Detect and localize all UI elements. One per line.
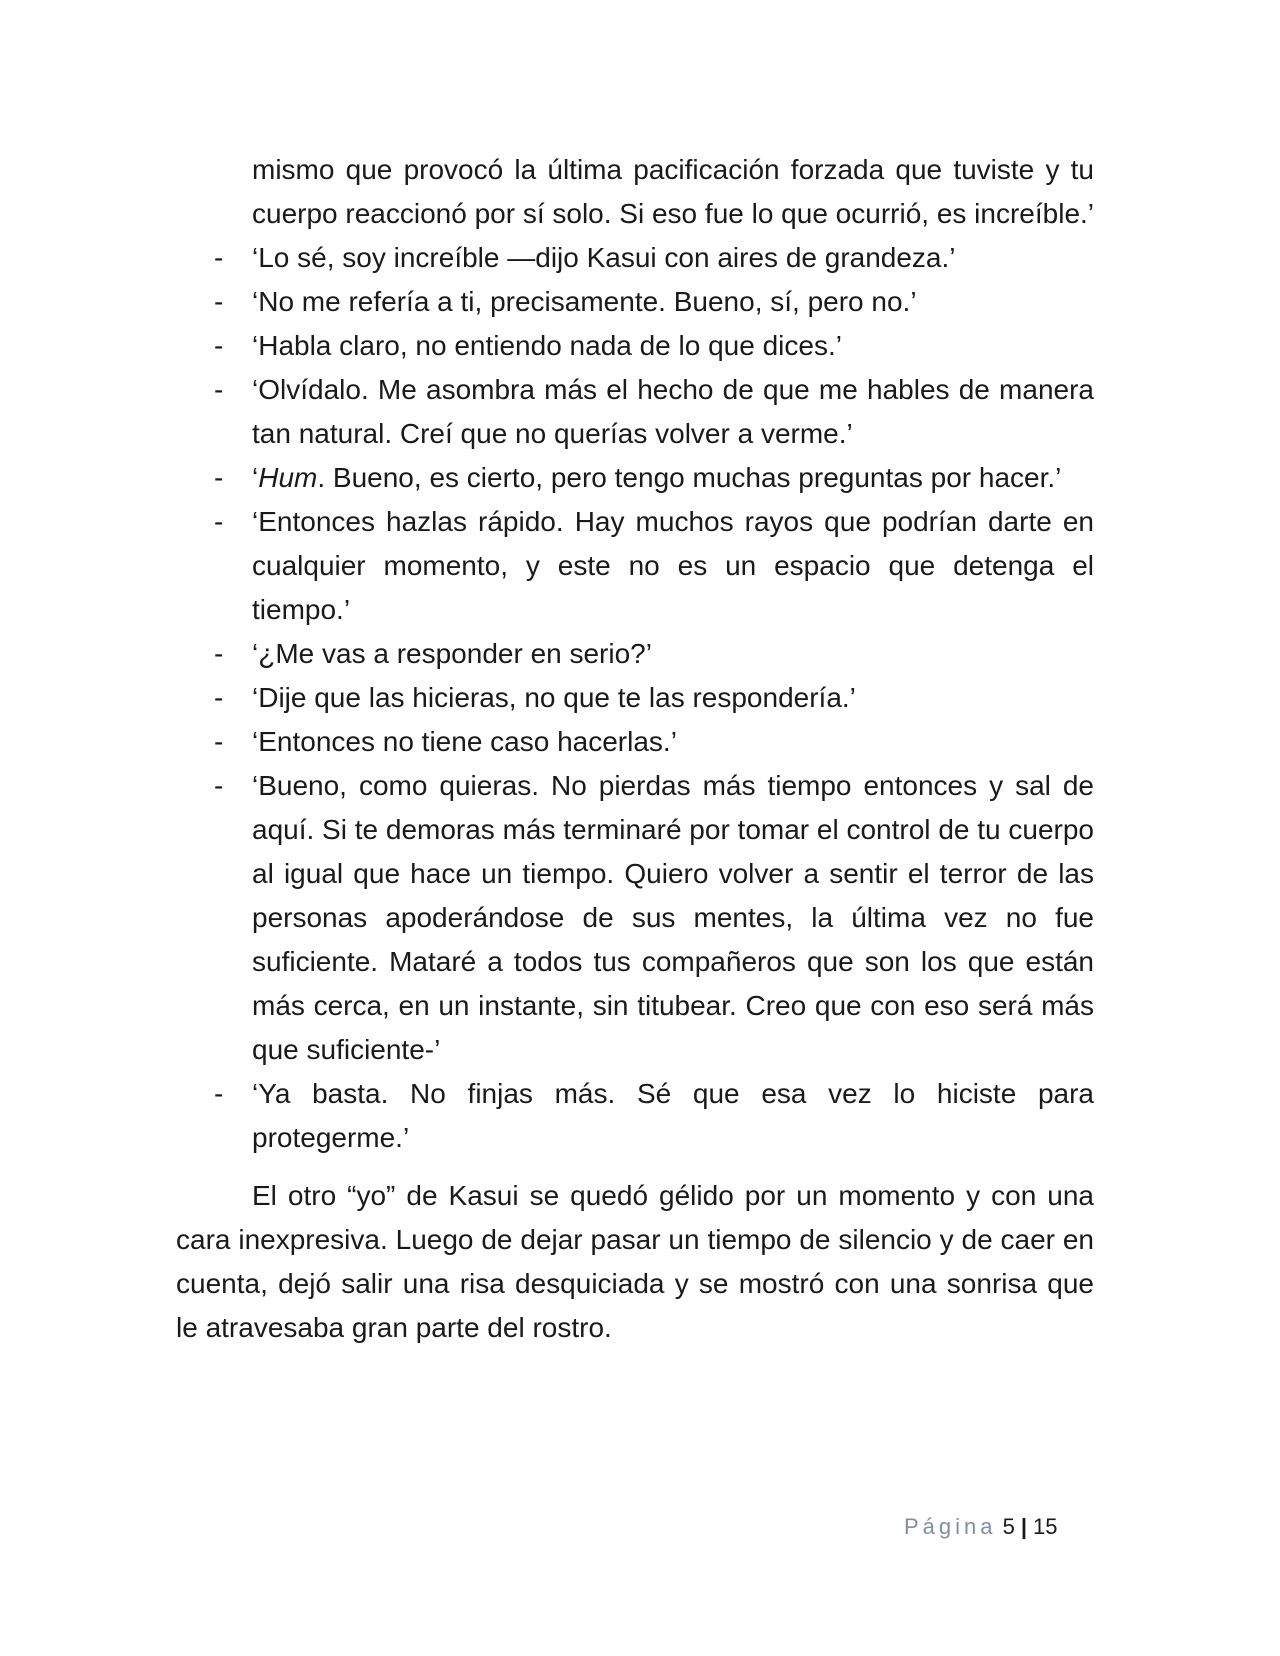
narration-paragraph: El otro “yo” de Kasui se quedó gélido por un momento y con una cara inexpresiva. Luego de dejar pasar un tiempo de silencio y de caer en cuenta, dejó salir una risa desquiciada y se mostró con una sonrisa que le atravesaba gran parte del rostro. <box>176 1180 1094 1343</box>
dialogue-line <box>176 764 1094 1072</box>
dialogue-line <box>176 632 1094 676</box>
page-total: 15 <box>1033 1514 1058 1539</box>
dialogue-line <box>176 456 1094 500</box>
dialogue-text: ‘Habla claro, no entiendo nada de lo que dices.’ <box>252 330 842 361</box>
dialogue-dash: - <box>214 770 224 801</box>
dialogue-text: ‘Lo sé, soy increíble —dijo Kasui con aires de grandeza.’ <box>252 242 956 273</box>
dialogue-text: ‘No me refería a ti, precisamente. Bueno, sí, pero no.’ <box>252 286 917 317</box>
dialogue-text: ‘Ya basta. No finjas más. Sé que esa vez lo hiciste para protegerme.’ <box>252 1078 1094 1153</box>
dialogue-dash: - <box>214 726 224 757</box>
dialogue-line <box>176 676 1094 720</box>
dialogue-line <box>176 720 1094 764</box>
page-label: Página <box>904 1514 997 1539</box>
dialogue-text: ‘¿Me vas a responder en serio?’ <box>252 638 652 669</box>
dialogue-list <box>176 236 1094 1160</box>
dialogue-dash: - <box>214 506 224 537</box>
dialogue-open-quote: ‘ <box>252 462 259 493</box>
dialogue-text: ‘Dije que las hicieras, no que te las respondería.’ <box>252 682 856 713</box>
dialogue-line <box>176 324 1094 368</box>
dialogue-dash: - <box>214 286 224 317</box>
page-footer <box>904 1512 1058 1542</box>
dialogue-text: ‘Entonces hazlas rápido. Hay muchos rayos que podrían darte en cualquier momento, y este no es un espacio que detenga el tiempo.’ <box>252 506 1094 625</box>
dialogue-dash: - <box>214 242 224 273</box>
dialogue-dash: - <box>214 1078 224 1109</box>
dialogue-dash: - <box>214 462 224 493</box>
dialogue-line <box>176 1072 1094 1160</box>
dialogue-line <box>176 500 1094 632</box>
lead-paragraph: mismo que provocó la última pacificación forzada que tuviste y tu cuerpo reaccionó por sí solo. Si eso fue lo que ocurrió, es increíble.’ <box>252 154 1095 229</box>
dialogue-text: ‘Olvídalo. Me asombra más el hecho de que me hables de manera tan natural. Creí que no querías volver a verme.’ <box>252 374 1094 449</box>
page-separator: | <box>1020 1514 1028 1539</box>
dialogue-text: . Bueno, es cierto, pero tengo muchas preguntas por hacer.’ <box>317 462 1062 493</box>
dialogue-dash: - <box>214 638 224 669</box>
dialogue-text: ‘Bueno, como quieras. No pierdas más tiempo entonces y sal de aquí. Si te demoras más terminaré por tomar el control de tu cuerpo al igual que hace un tiempo. Quiero volver a sentir el terror de las personas apoderándose de sus mentes, la última vez no fue suficiente. Mataré a todos tus compañeros que son los que están más cerca, en un instante, sin titubear. Creo que con eso será más que suficiente-’ <box>252 770 1094 1065</box>
dialogue-italic-word: Hum <box>258 462 318 493</box>
body-text <box>176 148 1094 1350</box>
dialogue-dash: - <box>214 682 224 713</box>
dialogue-line <box>176 236 1094 280</box>
dialogue-line <box>176 280 1094 324</box>
dialogue-line <box>176 368 1094 456</box>
dialogue-dash: - <box>214 330 224 361</box>
page-number: 5 <box>1002 1514 1015 1539</box>
dialogue-dash: - <box>214 374 224 405</box>
dialogue-text: ‘Entonces no tiene caso hacerlas.’ <box>252 726 677 757</box>
